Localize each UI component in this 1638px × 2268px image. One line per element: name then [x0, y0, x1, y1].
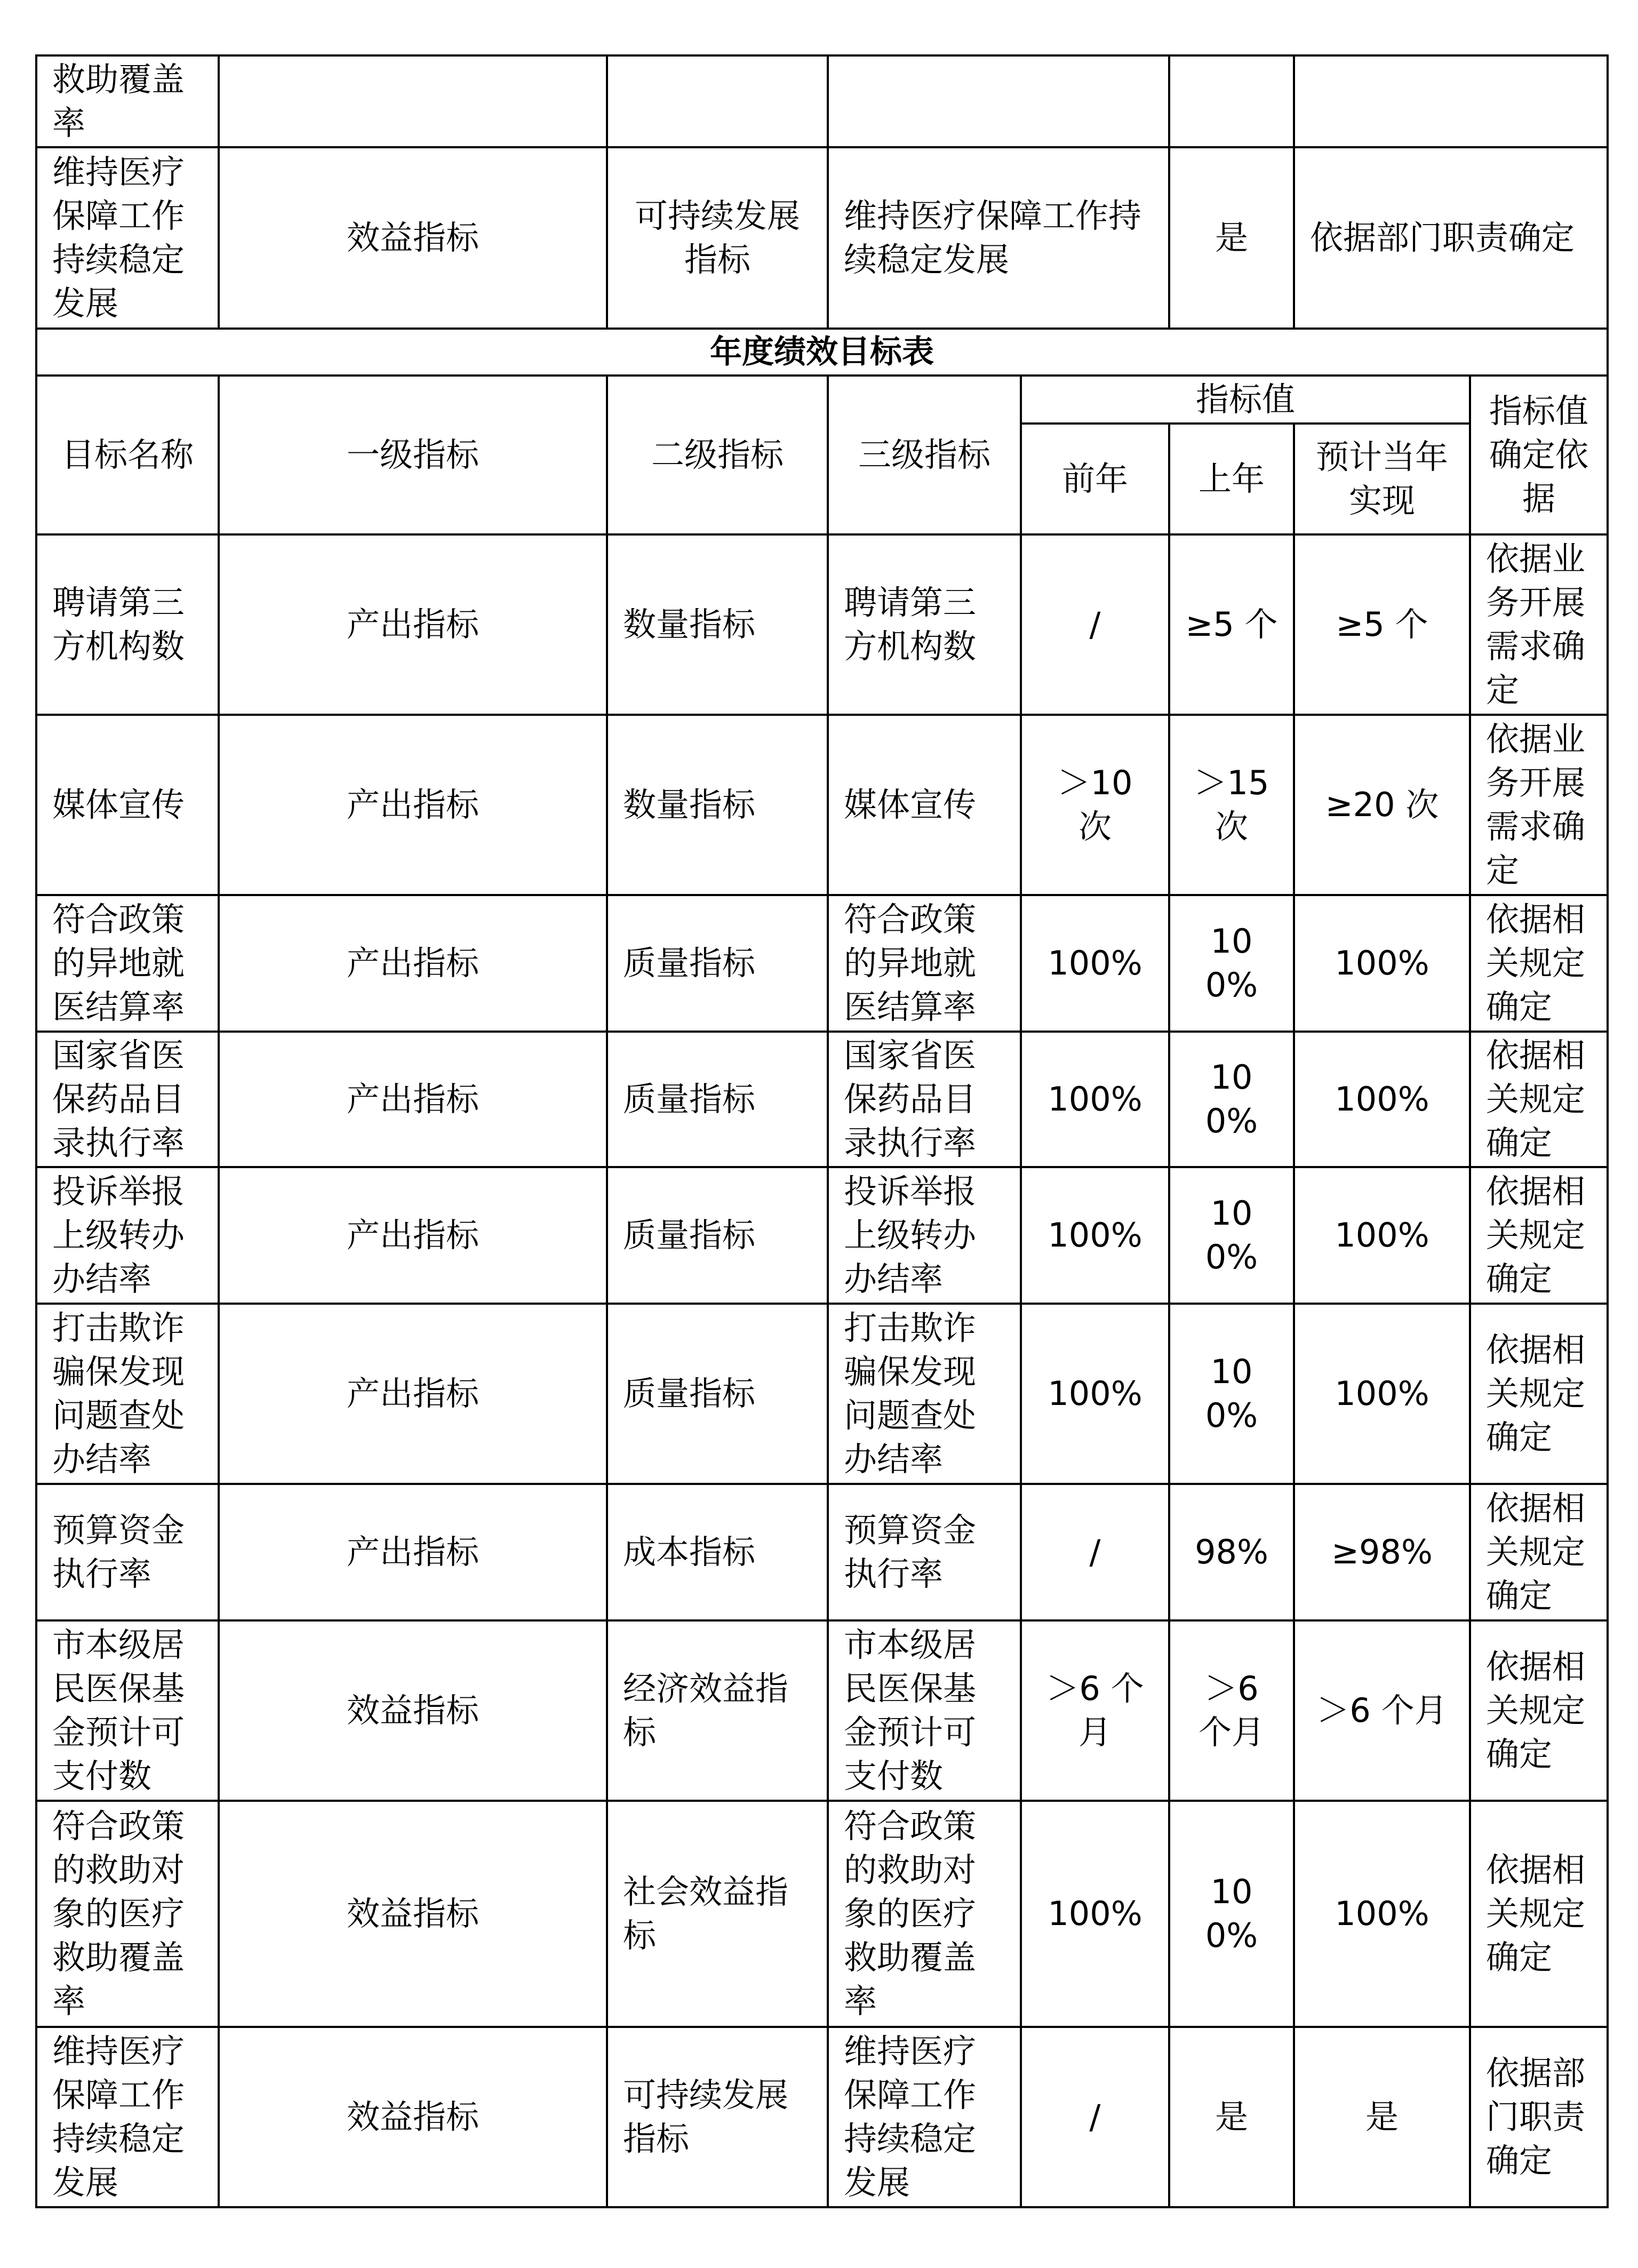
target-name-cell: 维持医疗保障工作持续稳定发展: [36, 147, 219, 329]
data-rows: [36, 534, 1608, 2207]
level2-cell: 质量指标: [607, 1032, 828, 1167]
basis-cell: 依据业务开展需求确定: [1470, 534, 1608, 715]
level3-cell: 预算资金执行率: [828, 1484, 1021, 1620]
expected-value-cell: ≥5 个: [1294, 534, 1470, 715]
header-level3: 三级指标: [828, 376, 1021, 534]
level1-cell: 效益指标: [219, 147, 607, 329]
prev1-value-cell: 100%: [1169, 895, 1294, 1032]
prev1-value-cell: 是: [1169, 2027, 1294, 2207]
level2-cell: 可持续发展指标: [607, 147, 828, 329]
expected-value-cell: ≥98%: [1294, 1484, 1470, 1620]
header-level1: 一级指标: [219, 376, 607, 534]
basis-cell: 依据相关规定确定: [1470, 1304, 1608, 1484]
basis-cell: 依据相关规定确定: [1470, 1801, 1608, 2027]
prev2-value-cell: ＞6 个月: [1021, 1620, 1169, 1801]
table-row: [36, 1484, 1608, 1620]
level2-cell: 数量指标: [607, 715, 828, 895]
level1-cell: 效益指标: [219, 1620, 607, 1801]
header-target-name: 目标名称: [36, 376, 219, 534]
level3-cell: 维持医疗保障工作持续稳定发展: [828, 2027, 1021, 2207]
level3-cell: [828, 55, 1169, 147]
level1-cell: 产出指标: [219, 895, 607, 1032]
table-row: [36, 534, 1608, 715]
level2-cell: 可持续发展指标: [607, 2027, 828, 2207]
header-row: [36, 376, 1608, 424]
header-prev2: 前年: [1021, 424, 1169, 534]
prev2-value-cell: /: [1021, 534, 1169, 715]
prev1-value-cell: 100%: [1169, 1032, 1294, 1167]
prev2-value-cell: 100%: [1021, 1304, 1169, 1484]
level2-cell: 数量指标: [607, 534, 828, 715]
target-name-cell: 投诉举报上级转办办结率: [36, 1167, 219, 1304]
level2-cell: 社会效益指标: [607, 1801, 828, 2027]
prev2-value-cell: 100%: [1021, 1801, 1169, 2027]
top-row: [36, 55, 1608, 147]
target-name-cell: 打击欺诈骗保发现问题查处办结率: [36, 1304, 219, 1484]
level2-cell: 质量指标: [607, 1304, 828, 1484]
target-name-cell: 符合政策的异地就医结算率: [36, 895, 219, 1032]
basis-cell: 依据部门职责确定: [1294, 147, 1608, 329]
target-name-cell: 符合政策的救助对象的医疗救助覆盖率: [36, 1801, 219, 2027]
prev1-value-cell: 98%: [1169, 1484, 1294, 1620]
level1-cell: 产出指标: [219, 1484, 607, 1620]
prev1-value-cell: ≥5 个: [1169, 534, 1294, 715]
target-name-cell: 救助覆盖率: [36, 55, 219, 147]
table-row: [36, 715, 1608, 895]
basis-cell: 依据相关规定确定: [1470, 1484, 1608, 1620]
expected-value-cell: 100%: [1294, 1801, 1470, 2027]
header-basis: 指标值确定依据: [1470, 376, 1608, 534]
table-row: [36, 1032, 1608, 1167]
level1-cell: 产出指标: [219, 1304, 607, 1484]
level1-cell: 产出指标: [219, 1167, 607, 1304]
basis-cell: 依据相关规定确定: [1470, 1620, 1608, 1801]
prev2-value-cell: /: [1021, 1484, 1169, 1620]
level1-cell: [219, 55, 607, 147]
performance-table-page: [35, 54, 1607, 2208]
top-row: [36, 147, 1608, 329]
basis-cell: 依据相关规定确定: [1470, 895, 1608, 1032]
expected-value-cell: ＞6 个月: [1294, 1620, 1470, 1801]
basis-cell: 依据部门职责确定: [1470, 2027, 1608, 2207]
prev2-value-cell: 100%: [1021, 1167, 1169, 1304]
header-prev1: 上年: [1169, 424, 1294, 534]
level3-cell: 打击欺诈骗保发现问题查处办结率: [828, 1304, 1021, 1484]
table-row: [36, 895, 1608, 1032]
expected-value-cell: ≥20 次: [1294, 715, 1470, 895]
level1-cell: 效益指标: [219, 2027, 607, 2207]
header-expected: 预计当年实现: [1294, 424, 1470, 534]
table-row: [36, 1620, 1608, 1801]
prev1-value-cell: ＞15 次: [1169, 715, 1294, 895]
prev1-value-cell: ＞6 个月: [1169, 1620, 1294, 1801]
level3-cell: 投诉举报上级转办办结率: [828, 1167, 1021, 1304]
expected-value-cell: 100%: [1294, 895, 1470, 1032]
level3-cell: 聘请第三方机构数: [828, 534, 1021, 715]
prev2-value-cell: /: [1021, 2027, 1169, 2207]
expected-value-cell: 是: [1294, 2027, 1470, 2207]
level3-cell: 符合政策的异地就医结算率: [828, 895, 1021, 1032]
annual-table-title: 年度绩效目标表: [36, 329, 1608, 376]
level3-cell: 符合政策的救助对象的医疗救助覆盖率: [828, 1801, 1021, 2027]
level2-cell: 质量指标: [607, 895, 828, 1032]
level1-cell: 产出指标: [219, 1032, 607, 1167]
target-name-cell: 维持医疗保障工作持续稳定发展: [36, 2027, 219, 2207]
level1-cell: 产出指标: [219, 534, 607, 715]
prev1-value-cell: 100%: [1169, 1801, 1294, 2027]
prev1-value-cell: 100%: [1169, 1167, 1294, 1304]
table-row: [36, 1304, 1608, 1484]
prev2-value-cell: 100%: [1021, 895, 1169, 1032]
level2-cell: 质量指标: [607, 1167, 828, 1304]
level2-cell: [607, 55, 828, 147]
table-row: [36, 1167, 1608, 1304]
level1-cell: 效益指标: [219, 1801, 607, 2027]
header-value-group: 指标值: [1021, 376, 1470, 424]
prev2-value-cell: ＞10 次: [1021, 715, 1169, 895]
value-cell: 是: [1169, 147, 1294, 329]
annual-title-row: [36, 329, 1608, 376]
level3-cell: 国家省医保药品目录执行率: [828, 1032, 1021, 1167]
performance-goal-table: [35, 54, 1609, 2208]
target-name-cell: 预算资金执行率: [36, 1484, 219, 1620]
value-cell: [1169, 55, 1294, 147]
target-name-cell: 国家省医保药品目录执行率: [36, 1032, 219, 1167]
prev2-value-cell: 100%: [1021, 1032, 1169, 1167]
expected-value-cell: 100%: [1294, 1304, 1470, 1484]
level2-cell: 经济效益指标: [607, 1620, 828, 1801]
level3-cell: 媒体宣传: [828, 715, 1021, 895]
level3-cell: 市本级居民医保基金预计可支付数: [828, 1620, 1021, 1801]
level1-cell: 产出指标: [219, 715, 607, 895]
level3-cell: 维持医疗保障工作持续稳定发展: [828, 147, 1169, 329]
basis-cell: 依据相关规定确定: [1470, 1167, 1608, 1304]
target-name-cell: 市本级居民医保基金预计可支付数: [36, 1620, 219, 1801]
table-row: [36, 1801, 1608, 2027]
expected-value-cell: 100%: [1294, 1167, 1470, 1304]
basis-cell: [1294, 55, 1608, 147]
level2-cell: 成本指标: [607, 1484, 828, 1620]
header-level2: 二级指标: [607, 376, 828, 534]
prev1-value-cell: 100%: [1169, 1304, 1294, 1484]
table-row: [36, 2027, 1608, 2207]
expected-value-cell: 100%: [1294, 1032, 1470, 1167]
basis-cell: 依据业务开展需求确定: [1470, 715, 1608, 895]
target-name-cell: 媒体宣传: [36, 715, 219, 895]
basis-cell: 依据相关规定确定: [1470, 1032, 1608, 1167]
target-name-cell: 聘请第三方机构数: [36, 534, 219, 715]
